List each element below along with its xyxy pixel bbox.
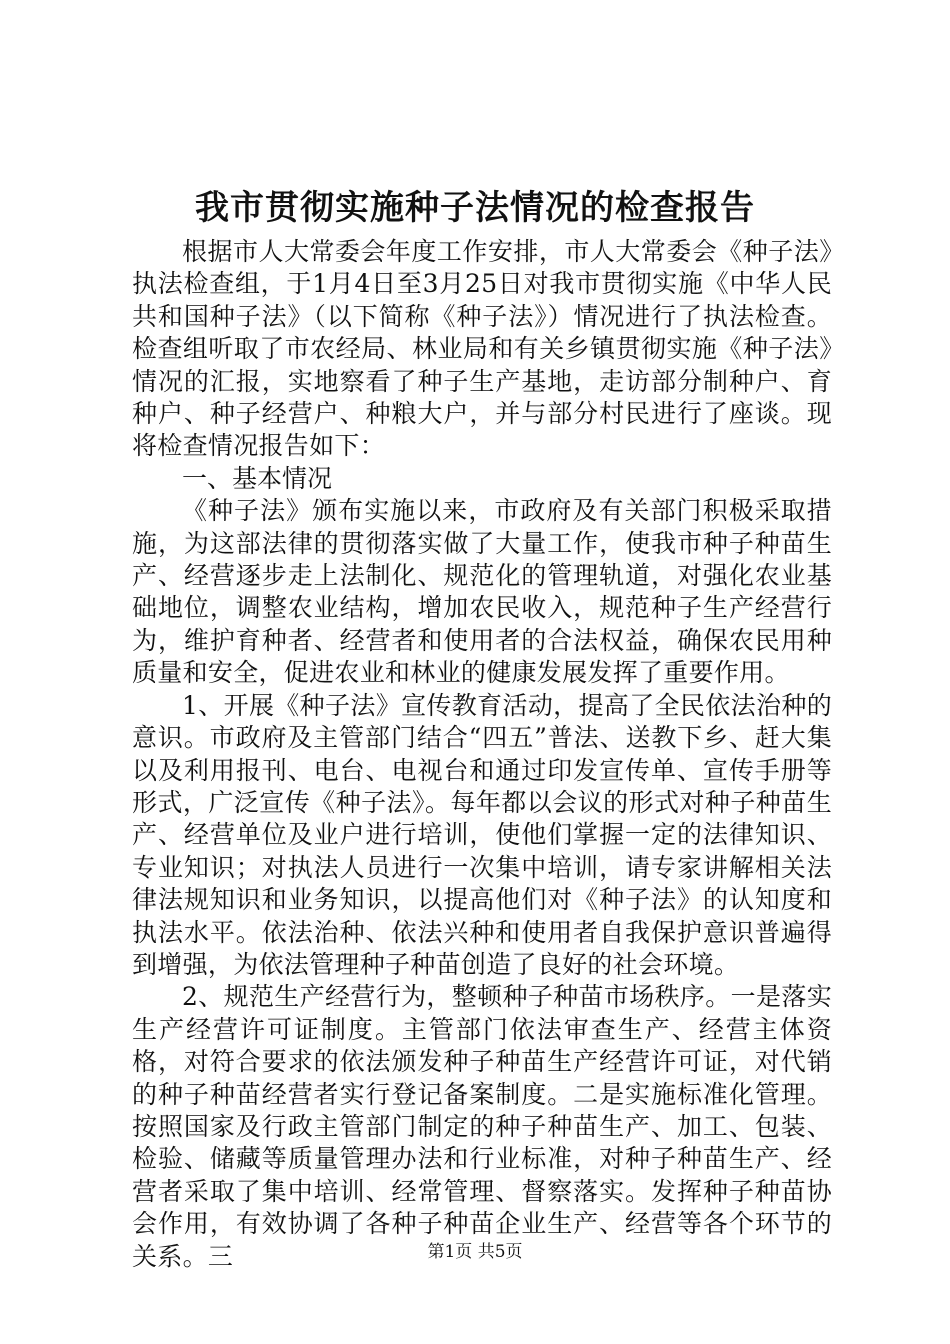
document-body [132,236,832,1273]
paragraph-item-2: 2、规范生产经营行为，整顿种子种苗市场秩序。一是落实生产经营许可证制度。主管部门依法审查生产、经营主体资格，对符合要求的依法颁发种子种苗生产经营许可证，对代销的种子种苗经营者实行登记备案制度。二是实施标准化管理。按照国家及行政主管部门制定的种子种苗生产、加工、包装、检验、储藏等质量管理办法和行业标准，对种子种苗生产、经营者采取了集中培训、经常管理、督察落实。发挥种子种苗协会作用，有效协调了各种子种苗企业生产、经营等各个环节的关系。三 [132,982,832,1271]
intro-paragraph: 根据市人大常委会年度工作安排，市人大常委会《种子法》执法检查组，于1月4日至3月25日对我市贯彻实施《中华人民共和国种子法》（以下简称《种子法》）情况进行了执法检查。检查组听取了市农经局、林业局和有关乡镇贯彻实施《种子法》情况的汇报，实地察看了种子生产基地，走访部分制种户、育种户、种子经营户、种粮大户，并与部分村民进行了座谈。现将检查情况报告如下： [132,237,832,461]
page-number-footer: 第1页 共5页 [427,1242,523,1262]
paragraph-overview: 《种子法》颁布实施以来，市政府及有关部门积极采取措施，为这部法律的贯彻落实做了大量工作，使我市种子种苗生产、经营逐步走上法制化、规范化的管理轨道，对强化农业基础地位，调整农业结构，增加农民收入，规范种子生产经营行为，维护育种者、经营者和使用者的合法权益，确保农民用种质量和安全，促进农业和林业的健康发展发挥了重要作用。 [132,496,832,688]
paragraph-item-1: 1、开展《种子法》宣传教育活动，提高了全民依法治种的意识。市政府及主管部门结合“四五”普法、送教下乡、赶大集以及利用报刊、电台、电视台和通过印发宣传单、宣传手册等形式，广泛宣传《种子法》。每年都以会议的形式对种子种苗生产、经营单位及业户进行培训，使他们掌握一定的法律知识、专业知识；对执法人员进行一次集中培训，请专家讲解相关法律法规知识和业务知识，以提高他们对《种子法》的认知度和执法水平。依法治种、依法兴种和使用者自我保护意识普遍得到增强，为依法管理种子种苗创造了良好的社会环境。 [132,690,832,979]
section-heading-basic-situation: 一、基本情况 [182,463,333,493]
document-title: 我市贯彻实施种子法情况的检查报告 [195,188,755,228]
